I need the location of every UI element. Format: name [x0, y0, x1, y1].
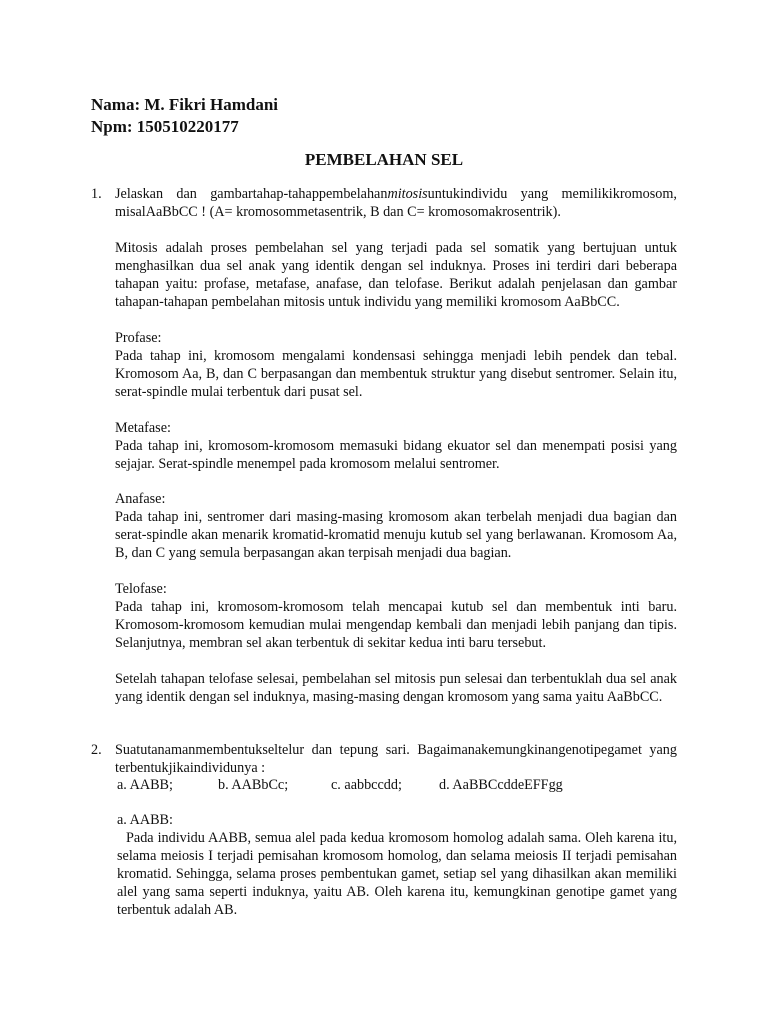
- question-1-italic: mitosis: [387, 186, 428, 202]
- anafase-heading: Anafase:: [115, 491, 166, 507]
- question-2-text: [115, 741, 677, 777]
- option-d: d. AaBBCcddeEFFgg: [439, 777, 563, 793]
- student-name: Nama: M. Fikri Hamdani: [91, 95, 278, 114]
- question-1-number: 1.: [91, 186, 102, 202]
- answer-a-text: Pada individu AABB, semua alel pada kedua kromosom homolog adalah sama. Oleh karena itu, selama meiosis I terjadi pemisahan kromosom homolog, dan selama meiosis II terjadi pemisahan kromatid. Sehingga, selama proses pembentukan gamet, setiap sel yang dihasilkan akan memiliki alel yang sama seperti induknya, yaitu AB. Oleh karena itu, kemungkinan genotipe gamet yang terbentuk adalah AB.: [117, 830, 677, 918]
- metafase-section: [115, 419, 677, 473]
- mitosis-intro-text: Mitosis adalah proses pembelahan sel yang terjadi pada sel somatik yang bertujuan untuk menghasilkan dua sel anak yang identik dengan sel induknya. Proses ini terdiri dari beberapa tahapan yaitu: profase, metafase, anafase, dan telofase. Berikut adalah penjelasan dan gambar tahapan-tahapan pembelahan mitosis untuk individu yang memiliki kromosom AaBbCC.: [115, 240, 677, 310]
- mitosis-closing-text: Setelah tahapan telofase selesai, pembelahan sel mitosis pun selesai dan terbentuklah dua sel anak yang identik dengan sel induknya, masing-masing dengan kromosom yang sama yaitu AaBbCC.: [115, 671, 677, 705]
- metafase-heading: Metafase:: [115, 420, 171, 436]
- mitosis-intro: [115, 239, 677, 311]
- mitosis-closing: [115, 670, 677, 706]
- option-c: c. aabbccdd;: [331, 777, 402, 793]
- student-npm: Npm: 150510220177: [91, 117, 239, 136]
- question-1-part-b: untukindividu yang memilikikromosom, misalAaBbCC ! (A= kromosommetasentrik, B dan C= kromosomakrosentrik).: [115, 186, 677, 220]
- question-1-text: [115, 185, 677, 221]
- metafase-text: Pada tahap ini, kromosom-kromosom memasuki bidang ekuator sel dan menempati posisi yang sejajar. Serat-spindle menempel pada kromosom melalui sentromer.: [115, 438, 677, 472]
- anafase-text: Pada tahap ini, sentromer dari masing-masing kromosom akan terbelah menjadi dua bagian dan serat-spindle akan menarik kromatid-kromatid menuju kutub sel yang berlawanan. Kromosom Aa, B, dan C yang semula berpasangan akan terpisah menjadi dua bagian.: [115, 509, 677, 561]
- profase-section: [115, 329, 677, 401]
- profase-text: Pada tahap ini, kromosom mengalami kondensasi sehingga menjadi lebih pendek dan tebal. Kromosom Aa, B, dan C berpasangan dan membentuk struktur yang disebut sentromer. Selain itu, serat-spindle mulai terbentuk dari pusat sel.: [115, 348, 677, 400]
- option-a: a. AABB;: [117, 777, 173, 793]
- document-title: PEMBELAHAN SEL: [304, 150, 464, 169]
- telofase-heading: Telofase:: [115, 581, 167, 597]
- telofase-text: Pada tahap ini, kromosom-kromosom telah mencapai kutub sel dan membentuk inti baru. Kromosom-kromosom kemudian mulai mengendap kembali dan menjadi lebih panjang dan tipis. Selanjutnya, membran sel akan terbentuk di sekitar kedua inti baru tersebut.: [115, 599, 677, 651]
- question-2-body: Suatutanamanmembentukseltelur dan tepung sari. Bagaimanakemungkinangenotipegamet yang terbentukjikaindividunya :: [115, 742, 677, 776]
- answer-a-heading: a. AABB:: [117, 812, 173, 828]
- question-1-part-a: Jelaskan dan gambartahap-tahappembelahan: [115, 186, 388, 202]
- option-b: b. AABbCc;: [218, 777, 289, 793]
- profase-heading: Profase:: [115, 330, 162, 346]
- question-2-number: 2.: [91, 742, 102, 758]
- anafase-section: [115, 490, 677, 562]
- telofase-section: [115, 580, 677, 652]
